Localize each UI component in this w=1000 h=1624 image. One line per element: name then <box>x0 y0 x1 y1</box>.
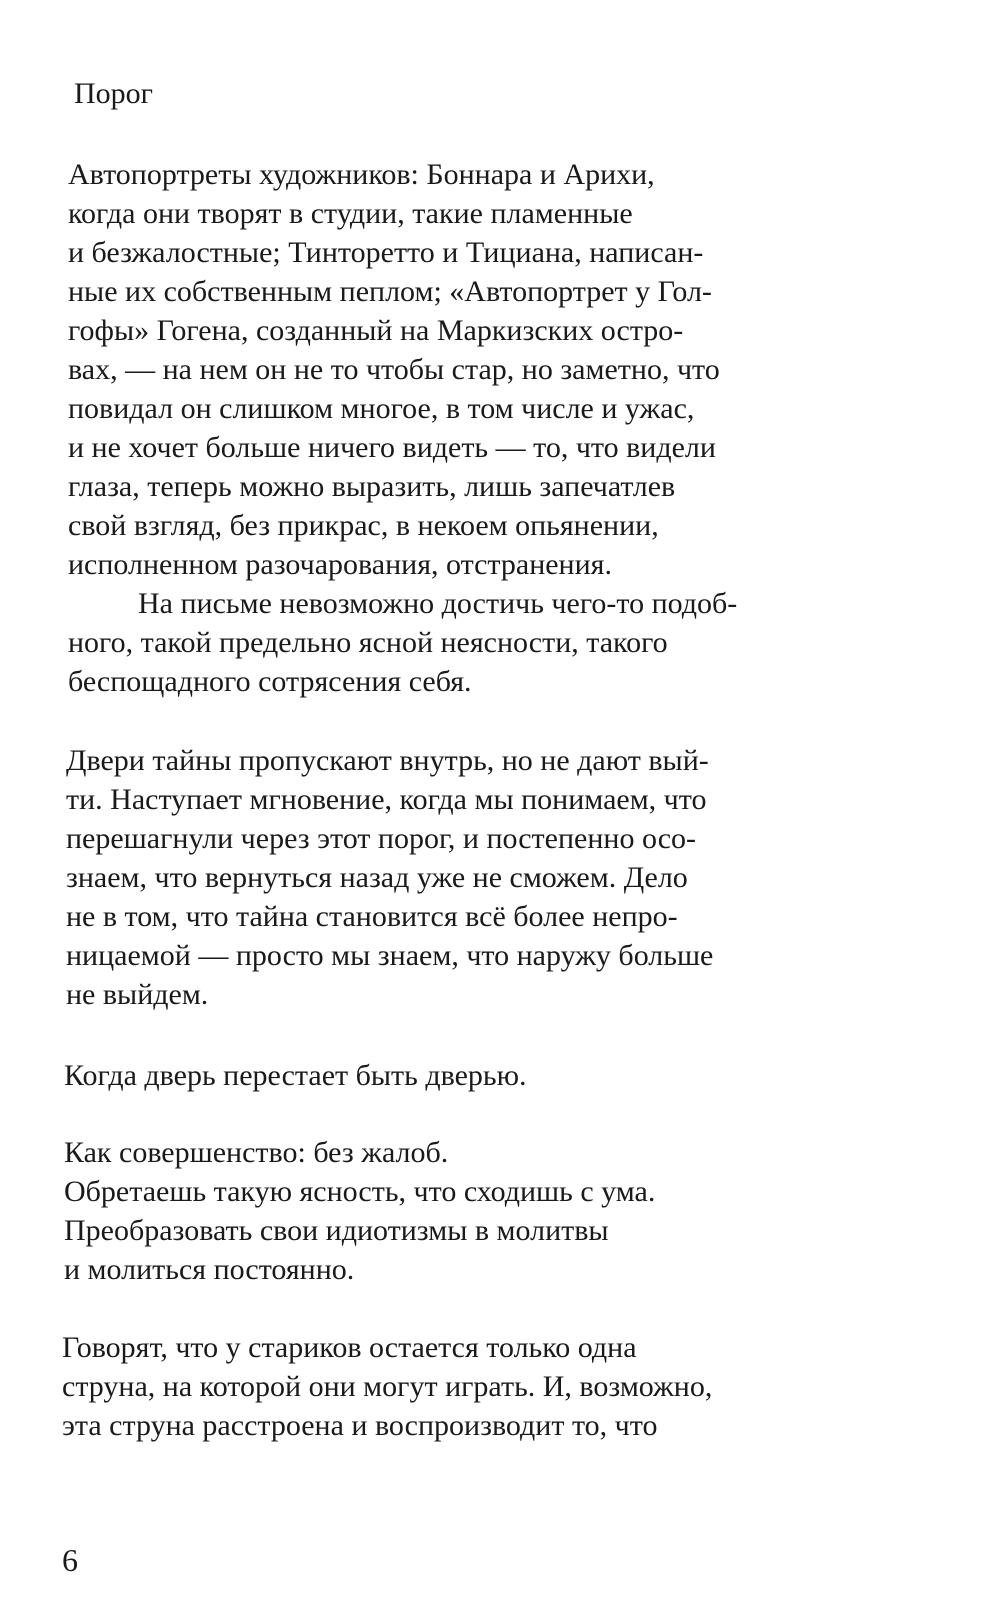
text-line: исполненном разочарования, отстранения. <box>68 548 612 581</box>
text-line: перешагнули через этот порог, и постепенно осо- <box>66 822 697 855</box>
text-line: На письме невозможно достичь чего-то подоб- <box>138 587 738 620</box>
text-line: повидал он слишком многое, в том числе и ужас, <box>68 392 695 425</box>
text-line: Когда дверь перестает быть дверью. <box>64 1059 527 1092</box>
text-line: ти. Наступает мгновение, когда мы понимаем, что <box>66 783 707 816</box>
text-line: не в том, что тайна становится всё более непро- <box>66 900 678 933</box>
text-line: Двери тайны пропускают внутрь, но не дают вый- <box>66 744 709 777</box>
text-line: ницаемой — просто мы знаем, что наружу больше <box>66 939 714 972</box>
text-line: ные их собственным пеплом; «Автопортрет у Гол- <box>68 275 712 308</box>
running-head: Порог <box>74 77 153 110</box>
text-line: когда они творят в студии, такие пламенные <box>68 197 633 230</box>
text-line: знаем, что вернуться назад уже не сможем. Дело <box>66 861 688 894</box>
text-line: Преобразовать свои идиотизмы в молитвы <box>64 1214 609 1247</box>
page-number: 6 <box>62 1542 78 1578</box>
text-line: и молиться постоянно. <box>64 1253 355 1286</box>
text-line: и безжалостные; Тинторетто и Тициана, написан- <box>68 236 704 269</box>
text-line: Автопортреты художников: Боннара и Арихи, <box>68 158 655 191</box>
text-line: ного, такой предельно ясной неясности, такого <box>68 626 668 659</box>
text-line: струна, на которой они могут играть. И, возможно, <box>62 1370 713 1403</box>
text-line: Как совершенство: без жалоб. <box>64 1136 449 1169</box>
text-line: гофы» Гогена, созданный на Маркизских остро- <box>68 314 684 347</box>
text-line: глаза, теперь можно выразить, лишь запечатлев <box>68 470 676 503</box>
text-line: Говорят, что у стариков остается только одна <box>62 1331 637 1364</box>
text-line: свой взгляд, без прикрас, в некоем опьянении, <box>68 509 659 542</box>
text-line: беспощадного сотрясения себя. <box>68 665 472 698</box>
text-line: и не хочет больше ничего видеть — то, что видели <box>68 431 716 464</box>
text-line: эта струна расстроена и воспроизводит то, что <box>62 1409 658 1442</box>
text-line: вах, — на нем он не то чтобы стар, но заметно, что <box>68 353 720 386</box>
text-line: Обретаешь такую ясность, что сходишь с ума. <box>64 1175 656 1208</box>
text-line: не выйдем. <box>66 978 209 1011</box>
